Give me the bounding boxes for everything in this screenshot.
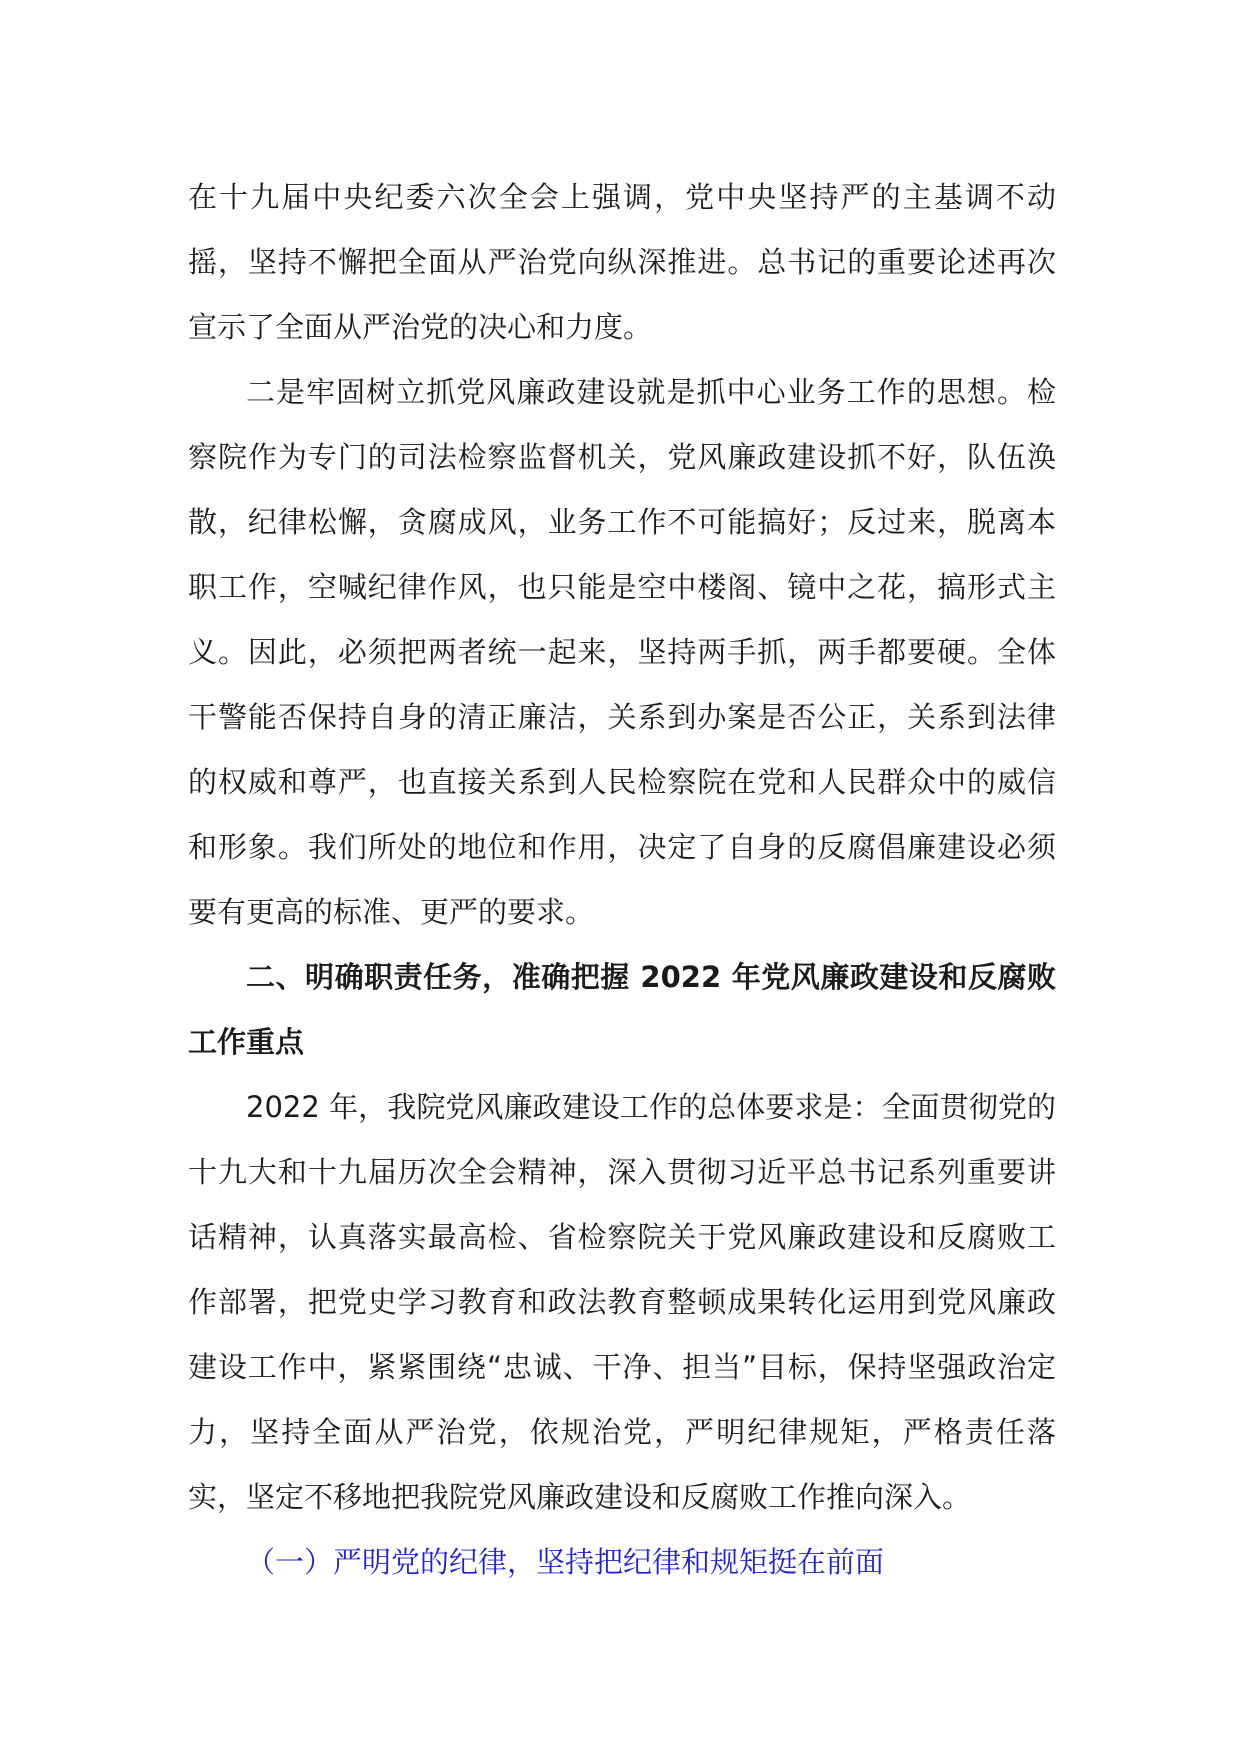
document-body bbox=[188, 165, 1056, 1595]
section-subheading: （一）严明党的纪律，坚持把纪律和规矩挺在前面 bbox=[246, 1545, 885, 1579]
section-heading: 二、明确职责任务，准确把握 2022 年党风廉政建设和反腐败工作重点 bbox=[188, 960, 1056, 1059]
paragraph-2: 二是牢固树立抓党风廉政建设就是抓中心业务工作的思想。检察院作为专门的司法检察监督机关，党风廉政建设抓不好，队伍涣散，纪律松懈，贪腐成风，业务工作不可能搞好；反过来，脱离本职工作，空喊纪律作风，也只能是空中楼阁、镜中之花，搞形式主义。因此，必须把两者统一起来，坚持两手抓，两手都要硬。全体干警能否保持自身的清正廉洁，关系到办案是否公正，关系到法律的权威和尊严，也直接关系到人民检察院在党和人民群众中的威信和形象。我们所处的地位和作用，决定了自身的反腐倡廉建设必须要有更高的标准、更严的要求。 bbox=[188, 375, 1056, 929]
paragraph-3: 2022 年，我院党风廉政建设工作的总体要求是：全面贯彻党的十九大和十九届历次全会精神，深入贯彻习近平总书记系列重要讲话精神，认真落实最高检、省检察院关于党风廉政建设和反腐败工作部署，把党史学习教育和政法教育整顿成果转化运用到党风廉政建设工作中，紧紧围绕“忠诚、干净、担当”目标，保持坚强政治定力，坚持全面从严治党，依规治党，严明纪律规矩，严格责任落实，坚定不移地把我院党风廉政建设和反腐败工作推向深入。 bbox=[188, 1090, 1056, 1514]
paragraph-1: 在十九届中央纪委六次全会上强调，党中央坚持严的主基调不动摇，坚持不懈把全面从严治党向纵深推进。总书记的重要论述再次宣示了全面从严治党的决心和力度。 bbox=[188, 180, 1056, 344]
